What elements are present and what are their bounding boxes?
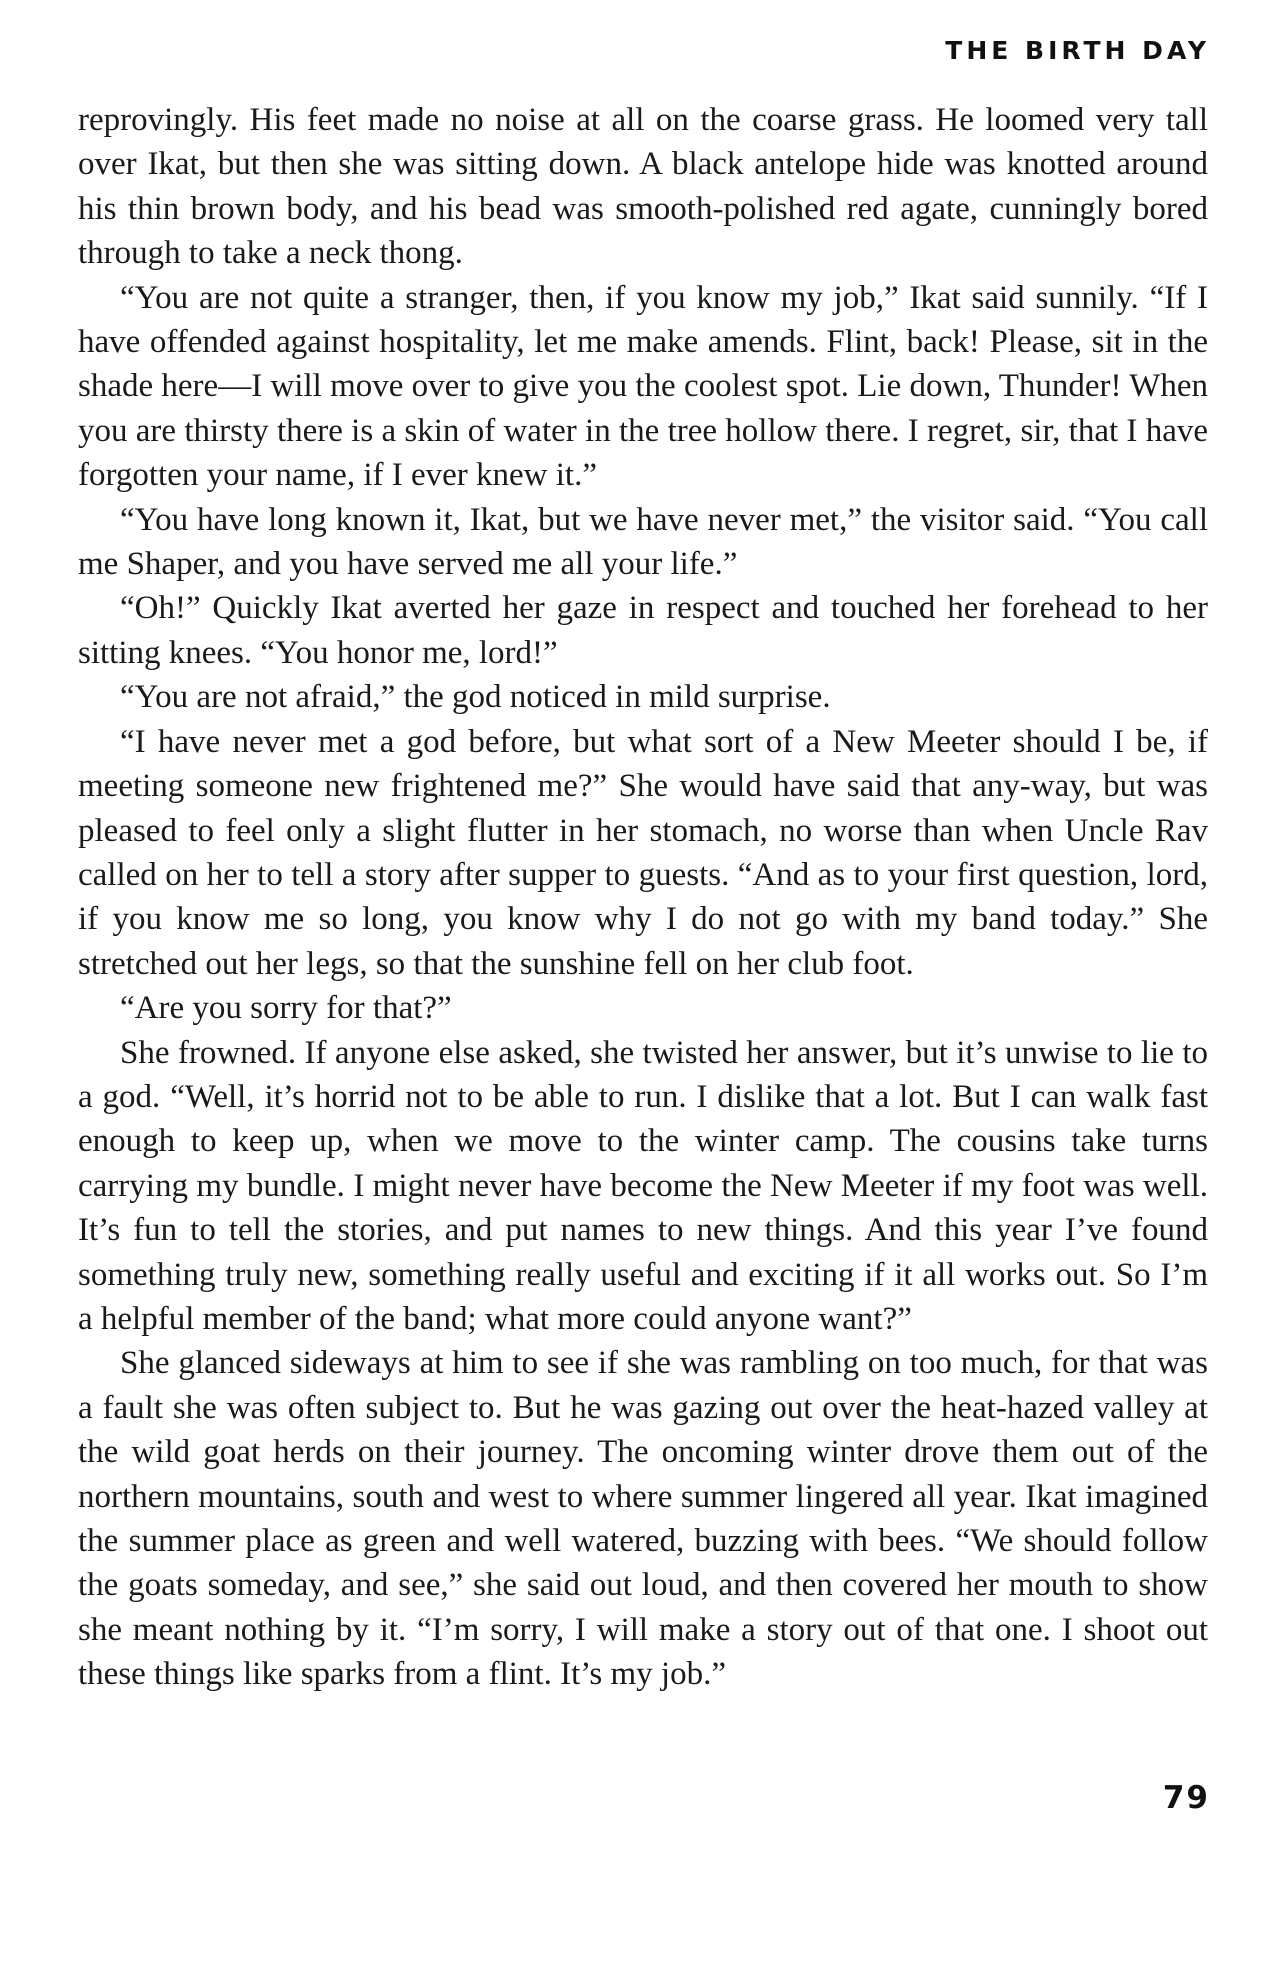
paragraph: “You are not afraid,” the god noticed in mild surprise.	[120, 679, 831, 716]
paragraph: She glanced sideways at him to see if she was rambling on too much, for that was a fault she was often subject to. But he was gazing out over the heat-hazed valley at the wild goat herds on their journey. The oncoming winter drove them out of the northern mountains, south and west to where summer lingered all year. Ikat imagined the summer place as green and well watered, buzzing with bees. “We should follow the goats someday, and see,” she said out loud, and then covered her mouth to show she meant nothing by it. “I’m sorry, I will make a story out of that one. I shoot out these things like sparks from a flint. It’s my job.”	[78, 1345, 1208, 1693]
paragraph: reprovingly. His feet made no noise at all on the coarse grass. He loomed very tall over Ikat, but then she was sitting down. A black antelope hide was knotted around his thin brown body, and his bead was smooth-polished red agate, cunningly bored through to take a neck thong.	[78, 102, 1208, 272]
paragraph: “I have never met a god before, but what sort of a New Meeter should I be, if meeting someone new frightened me?” She would have said that any-way, but was pleased to feel only a slight flutter in her stomach, no worse than when Uncle Rav called on her to tell a story after supper to guests. “And as to your first question, lord, if you know me so long, you know why I do not go with my band today.” She stretched out her legs, so that the sunshine fell on her club foot.	[78, 723, 1208, 982]
paragraph: She frowned. If anyone else asked, she twisted her answer, but it’s unwise to lie to a god. “Well, it’s horrid not to be able to run. I dislike that a lot. But I can walk fast enough to keep up, when we move to the winter camp. The cousins take turns carrying my bundle. I might never have become the New Meeter if my foot was well. It’s fun to tell the stories, and put names to new things. And this year I’ve found something truly new, something really useful and exciting if it all works out. So I’m a helpful member of the band; what more could anyone want?”	[78, 1034, 1208, 1337]
paragraph: “Are you sorry for that?”	[120, 990, 452, 1027]
paragraph: “Oh!” Quickly Ikat averted her gaze in respect and touched her forehead to her sitting knees. “You honor me, lord!”	[78, 590, 1208, 671]
paragraph: “You are not quite a stranger, then, if you know my job,” Ikat said sunnily. “If I have offended against hospitality, let me make amends. Flint, back! Please, sit in the shade here—I will move over to give you the coolest spot. Lie down, Thunder! When you are thirsty there is a skin of water in the tree hollow there. I regret, sir, that I have forgotten your name, if I ever knew it.”	[78, 279, 1208, 494]
page-number: 79	[1162, 1780, 1210, 1816]
running-head: THE BIRTH DAY	[945, 36, 1210, 65]
body-text	[78, 98, 1208, 1697]
paragraph: “You have long known it, Ikat, but we have never met,” the visitor said. “You call me Shaper, and you have served me all your life.”	[78, 501, 1208, 583]
